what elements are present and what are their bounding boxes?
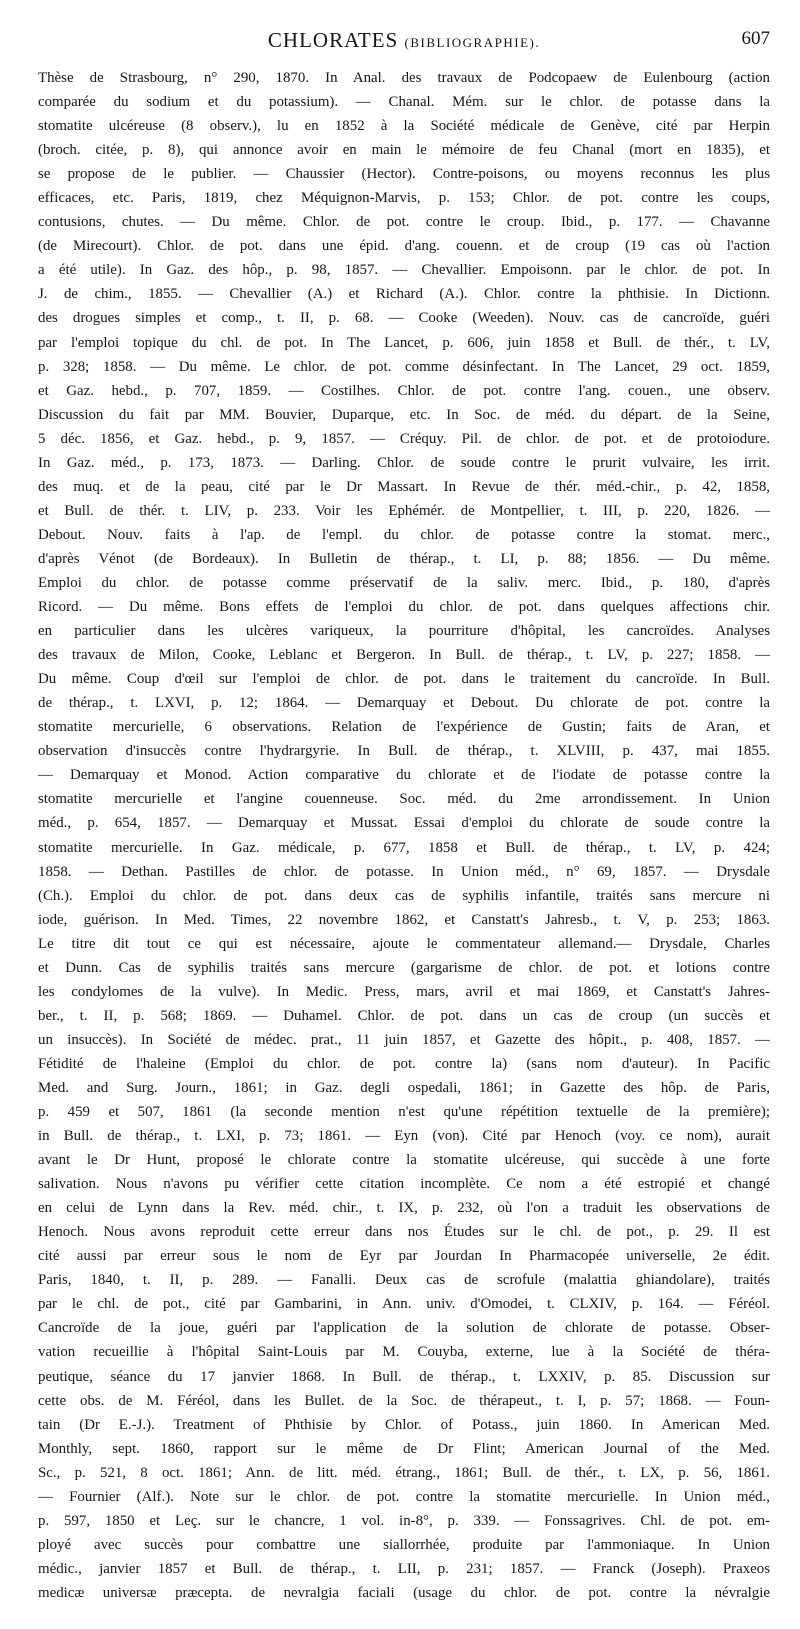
text-line: a été utile). In Gaz. des hôp., p. 98, 1857. — Chevallier. Empoisonn. par le chlor. de pot. In bbox=[38, 262, 770, 279]
text-line: de thérap., t. LXVI, p. 12; 1864. — Demarquay et Debout. Du chlorate de pot. contre la bbox=[38, 695, 770, 712]
text-line: — Fournier (Alf.). Note sur le chlor. de pot. contre la stomatite mercurielle. In Union méd., bbox=[38, 1488, 770, 1505]
text-line: p. 328; 1858. — Du même. Le chlor. de pot. comme désinfectant. In The Lancet, 29 oct. 1859, bbox=[38, 358, 770, 375]
text-line: In Gaz. méd., p. 173, 1873. — Darling. Chlor. de soude contre le prurit vulvaire, les irrit. bbox=[38, 454, 770, 471]
text-line: cette obs. de M. Féréol, dans les Bullet. de la Soc. de thérapeut., t. I, p. 57; 1868. — Foun- bbox=[38, 1392, 770, 1409]
text-line: méd., p. 654, 1857. — Demarquay et Mussat. Essai d'emploi du chlorate de soude contre la bbox=[38, 815, 770, 832]
text-line: medicæ universæ præcepta. de nevralgia faciali (usage du chlor. de pot. contre la névralgie bbox=[38, 1584, 770, 1601]
text-line: Monthly, sept. 1860, rapport sur le même de Dr Flint; American Journal of the Med. bbox=[38, 1440, 770, 1457]
text-line: efficaces, etc. Paris, 1819, chez Méquignon-Marvis, p. 153; Chlor. de pot. contre les coups, bbox=[38, 190, 770, 207]
text-line: stomatite mercurielle. In Gaz. médicale, p. 677, 1858 et Bull. de thérap., t. LV, p. 424; bbox=[38, 839, 770, 856]
text-line: se propose de le publier. — Chaussier (Hector). Contre-poisons, ou moyens reconnus les plus bbox=[38, 166, 770, 183]
text-line: tain (Dr E.-J.). Treatment of Phthisie by Chlor. of Potass., juin 1860. In American Med. bbox=[38, 1416, 770, 1433]
text-line: 5 déc. 1856, et Gaz. hebd., p. 9, 1857. — Créquy. Pil. de chlor. de pot. et de protoiodure. bbox=[38, 430, 770, 447]
text-line: salivation. Nous n'avons pu vérifier cette citation incomplète. Ce nom a été estropié et changé bbox=[38, 1176, 770, 1193]
text-line: Cancroïde de la joue, guéri par l'application de la solution de chlorate de potasse. Obser- bbox=[38, 1320, 770, 1337]
text-line: un insuccès). In Société de médec. prat., 11 juin 1857, et Gazette des hôpit., p. 408, 1857. — bbox=[38, 1031, 770, 1048]
text-line: par le chl. de pot., cité par Gambarini, in Ann. univ. d'Omodei, t. CLXIV, p. 164. — Féréol. bbox=[38, 1296, 770, 1313]
text-line: Fétidité de l'haleine (Emploi du chlor. de pot. contre la) (sans nom d'auteur). In Pacific bbox=[38, 1055, 770, 1072]
text-line: Du même. Coup d'œil sur l'emploi de chlor. de pot. dans le traitement du cancroïde. In Bull. bbox=[38, 671, 770, 688]
text-line: ployé avec succès pour combattre une siallorrhée, produite par l'ammoniaque. In Union bbox=[38, 1536, 770, 1553]
text-line: vation recueillie à l'hôpital Saint-Louis par M. Couyba, externe, lue à la Société de théra- bbox=[38, 1344, 770, 1361]
text-line bbox=[38, 1605, 770, 1629]
text-line: Emploi du chlor. de potasse comme préservatif de la saliv. merc. Ibid., p. 180, d'après bbox=[38, 574, 770, 591]
text-line: Discussion du fait par MM. Bouvier, Duparque, etc. In Soc. de méd. du départ. de la Seine, bbox=[38, 406, 770, 423]
text-line: en particulier dans les ulcères variqueux, la pourriture d'hôpital, les cancroïdes. Analyses bbox=[38, 623, 770, 640]
page-number: 607 bbox=[741, 28, 770, 49]
text-line: Thèse de Strasbourg, n° 290, 1870. In Anal. des travaux de Podcopaew de Eulenbourg (action bbox=[38, 70, 770, 86]
text-line: stomatite mercurielle et l'angine couenneuse. Soc. méd. du 2me arrondissement. In Union bbox=[38, 791, 770, 808]
text-line: et Dunn. Cas de syphilis traités sans mercure (gargarisme de chlor. de pot. et lotions contre bbox=[38, 959, 770, 976]
text-line: stomatite mercurielle, 6 observations. Relation de l'expérience de Gustin; faits de Aran, et bbox=[38, 719, 770, 736]
running-head bbox=[38, 24, 770, 60]
text-line: avant le Dr Hunt, proposé le chlorate contre la stomatite ulcéreuse, qui succède à une forte bbox=[38, 1152, 770, 1169]
text-line: stomatite ulcéreuse (8 observ.), lu en 1852 à la Société médicale de Genève, cité par Herpin bbox=[38, 118, 770, 135]
text-line: Med. and Surg. Journ., 1861; in Gaz. degli ospedali, 1861; in Gazette des hôp. de Paris, bbox=[38, 1079, 770, 1096]
page-title bbox=[38, 28, 770, 53]
text-line: Debout. Nouv. faits à l'ap. de l'empl. du chlor. de potasse contre la stomat. merc., bbox=[38, 526, 770, 543]
text-line: cité aussi par erreur sous le nom de Eyr par Jourdan In Pharmacopée universelle, 2e édit. bbox=[38, 1248, 770, 1265]
title-main: CHLORATES bbox=[267, 28, 399, 52]
text-line: en celui de Lynn dans la Rev. méd. chir., t. IX, p. 232, où l'on a traduit les observations de bbox=[38, 1200, 770, 1217]
text-line: (broch. citée, p. 8), qui annonce avoir en main le mémoire de feu Chanal (mort en 1835), et bbox=[38, 142, 770, 159]
text-line: médic., janvier 1857 et Bull. de thérap., t. LII, p. 231; 1857. — Franck (Joseph). Praxeos bbox=[38, 1560, 770, 1577]
text-line: par l'emploi topique du chl. de pot. In The Lancet, p. 606, juin 1858 et Bull. de thér., t. LV, bbox=[38, 334, 770, 351]
bibliography-text bbox=[38, 66, 770, 1629]
title-subtitle: (BIBLIOGRAPHIE). bbox=[404, 35, 541, 50]
text-line: Ricord. — Du même. Bons effets de l'emploi du chlor. de pot. dans quelques affections chir. bbox=[38, 599, 770, 616]
text-line: 1858. — Dethan. Pastilles de chlor. de potasse. In Union méd., n° 69, 1857. — Drysdale bbox=[38, 863, 770, 880]
text-line: (de Mirecourt). Chlor. de pot. dans une épid. d'ang. couenn. et de croup (19 cas où l'action bbox=[38, 238, 770, 255]
text-line: (Ch.). Emploi du chlor. de pot. dans deux cas de syphilis infantile, traités sans mercure ni bbox=[38, 887, 770, 904]
text-line: des travaux de Milon, Cooke, Leblanc et Bergeron. In Bull. de thérap., t. LV, p. 227; 1858. — bbox=[38, 647, 770, 664]
text-line: ber., t. II, p. 568; 1869. — Duhamel. Chlor. de pot. dans un cas de croup (un succès et bbox=[38, 1007, 770, 1024]
text-line: J. de chim., 1855. — Chevallier (A.) et Richard (A.). Chlor. contre la phthisie. In Dictionn. bbox=[38, 286, 770, 303]
text-line: — Demarquay et Monod. Action comparative du chlorate et de l'iodate de potasse contre la bbox=[38, 767, 770, 784]
text-line: in Bull. de thérap., t. LXI, p. 73; 1861. — Eyn (von). Cité par Henoch (voy. ce nom), aurait bbox=[38, 1128, 770, 1145]
text-line: Paris, 1840, t. II, p. 289. — Fanalli. Deux cas de scrofule (malattia ghiandolare), traités bbox=[38, 1272, 770, 1289]
text-line: peutique, séance du 17 janvier 1868. In Bull. de thérap., t. LXXIV, p. 85. Discussion sur bbox=[38, 1368, 770, 1385]
text-line: des muq. et de la peau, cité par le Dr Massart. In Revue de thér. méd.-chir., p. 42, 1858, bbox=[38, 478, 770, 495]
text-line: des drogues simples et comp., t. II, p. 68. — Cooke (Weeden). Nouv. cas de cancroïde, guéri bbox=[38, 310, 770, 327]
text-line: p. 459 et 507, 1861 (la seconde mention n'est qu'une répétition textuelle de la première); bbox=[38, 1104, 770, 1121]
text-line: les condylomes de la vulve). In Medic. Press, mars, avril et mai 1869, et Canstatt's Jahres- bbox=[38, 983, 770, 1000]
text-line: comparée du sodium et du potassium). — Chanal. Mém. sur le chlor. de potasse dans la bbox=[38, 94, 770, 111]
text-line: p. 597, 1850 et Leç. sur le chancre, 1 vol. in-8°, p. 339. — Fonssagrives. Chl. de pot. em- bbox=[38, 1512, 770, 1529]
text-line: et Gaz. hebd., p. 707, 1859. — Costilhes. Chlor. de pot. contre l'ang. couen., une observ. bbox=[38, 382, 770, 399]
text-line: d'après Vénot (de Bordeaux). In Bulletin de thérap., t. LI, p. 88; 1856. — Du même. bbox=[38, 550, 770, 567]
text-line: Le titre dit tout ce qui est nécessaire, ajoute le commentateur allemand.— Drysdale, Charles bbox=[38, 935, 770, 952]
text-line: Henoch. Nous avons reproduit cette erreur dans nos Études sur le chl. de pot., p. 29. Il est bbox=[38, 1224, 770, 1241]
text-line: observation d'insuccès contre l'hydrargyrie. In Bull. de thérap., t. XLVIII, p. 437, mai 1855. bbox=[38, 743, 770, 760]
text-line: Sc., p. 521, 8 oct. 1861; Ann. de litt. méd. étrang., 1861; Bull. de thér., t. LX, p. 56, 1861. bbox=[38, 1464, 770, 1481]
text-line: et Bull. de thér. t. LIV, p. 233. Voir les Ephémér. de Montpellier, t. III, p. 220, 1826. — bbox=[38, 502, 770, 519]
text-line: contusions, chutes. — Du même. Chlor. de pot. contre le croup. Ibid., p. 177. — Chavanne bbox=[38, 214, 770, 231]
text-line: iode, guérison. In Med. Times, 22 novembre 1862, et Canstatt's Jahresb., t. V, p. 253; 1863. bbox=[38, 911, 770, 928]
